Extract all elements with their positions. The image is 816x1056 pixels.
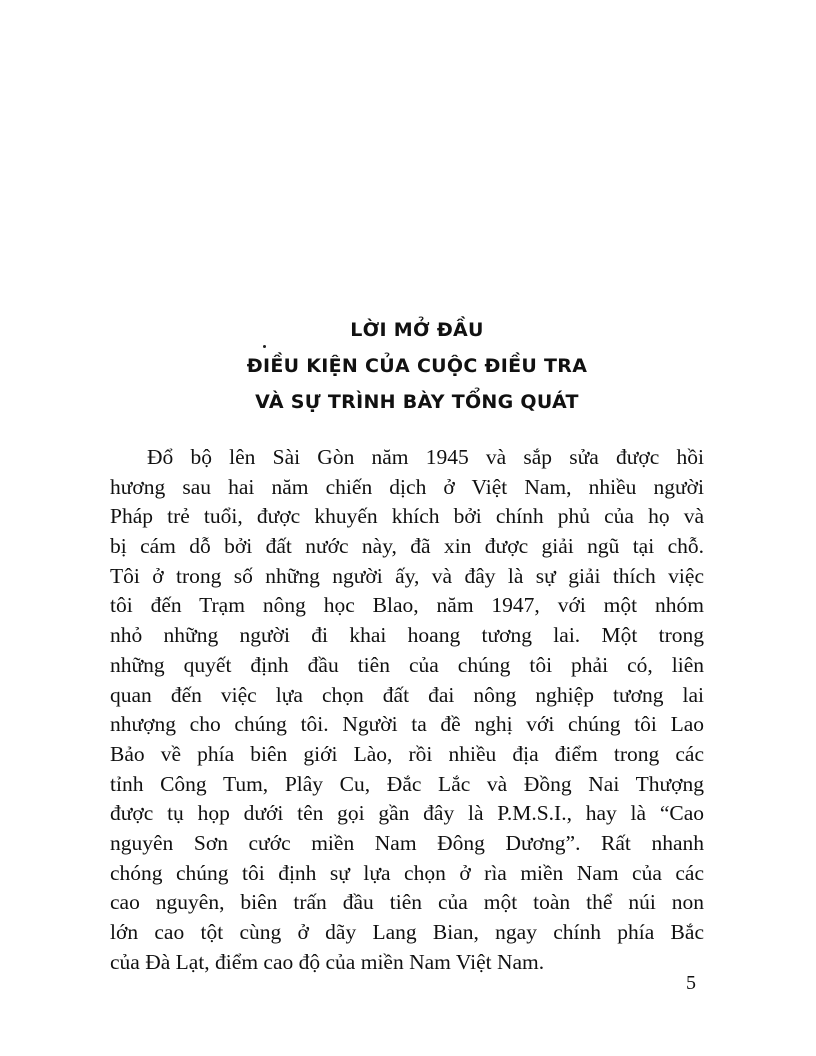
text-line: hương sau hai năm chiến dịch ở Việt Nam, nhiều người (110, 474, 704, 499)
chapter-heading (0, 312, 816, 420)
text-line: bị cám dỗ bởi đất nước này, đã xin được giải ngũ tại chỗ. (110, 534, 704, 559)
text-line: những quyết định đầu tiên của chúng tôi phải có, liên (110, 652, 704, 677)
text-line: Pháp trẻ tuổi, được khuyến khích bởi chính phủ của họ và (110, 504, 704, 529)
text-line: tỉnh Công Tum, Plây Cu, Đắc Lắc và Đồng Nai Thượng (110, 771, 704, 796)
text-line: của Đà Lạt, điểm cao độ của miền Nam Việt Nam. (110, 949, 545, 974)
text-line: Đổ bộ lên Sài Gòn năm 1945 và sắp sửa được hồi (147, 445, 704, 469)
text-line: nhượng cho chúng tôi. Người ta đề nghị với chúng tôi Lao (110, 712, 704, 737)
chapter-title: LỜI MỞ ĐẦU (350, 319, 484, 341)
body-paragraph (110, 443, 704, 977)
text-line: được tụ họp dưới tên gọi gần đây là P.M.S.I., hay là “Cao (110, 801, 704, 826)
page-number: 5 (686, 972, 696, 994)
text-line: chóng chúng tôi định sự lựa chọn ở rìa miền Nam của các (110, 860, 704, 885)
text-line: nhỏ những người đi khai hoang tương lai. Một trong (110, 623, 704, 648)
chapter-subtitle-line-1: ĐIỀU KIỆN CỦA CUỘC ĐIỀU TRA (246, 355, 588, 377)
text-line: lớn cao tột cùng ở dãy Lang Bian, ngay chính phía Bắc (110, 920, 704, 944)
text-line: Tôi ở trong số những người ấy, và đây là sự giải thích việc (110, 563, 704, 588)
text-line: nguyên Sơn cước miền Nam Đông Dương”. Rất nhanh (110, 830, 704, 855)
text-line: Bảo về phía biên giới Lào, rồi nhiều địa điểm trong các (110, 741, 704, 766)
chapter-subtitle-line-2: VÀ SỰ TRÌNH BÀY TỔNG QUÁT (255, 391, 579, 413)
text-line: cao nguyên, biên trấn đầu tiên của một toàn thể núi non (110, 890, 704, 915)
text-line: tôi đến Trạm nông học Blao, năm 1947, với một nhóm (110, 593, 704, 618)
text-line: quan đến việc lựa chọn đất đai nông nghiệp tương lai (110, 682, 704, 707)
